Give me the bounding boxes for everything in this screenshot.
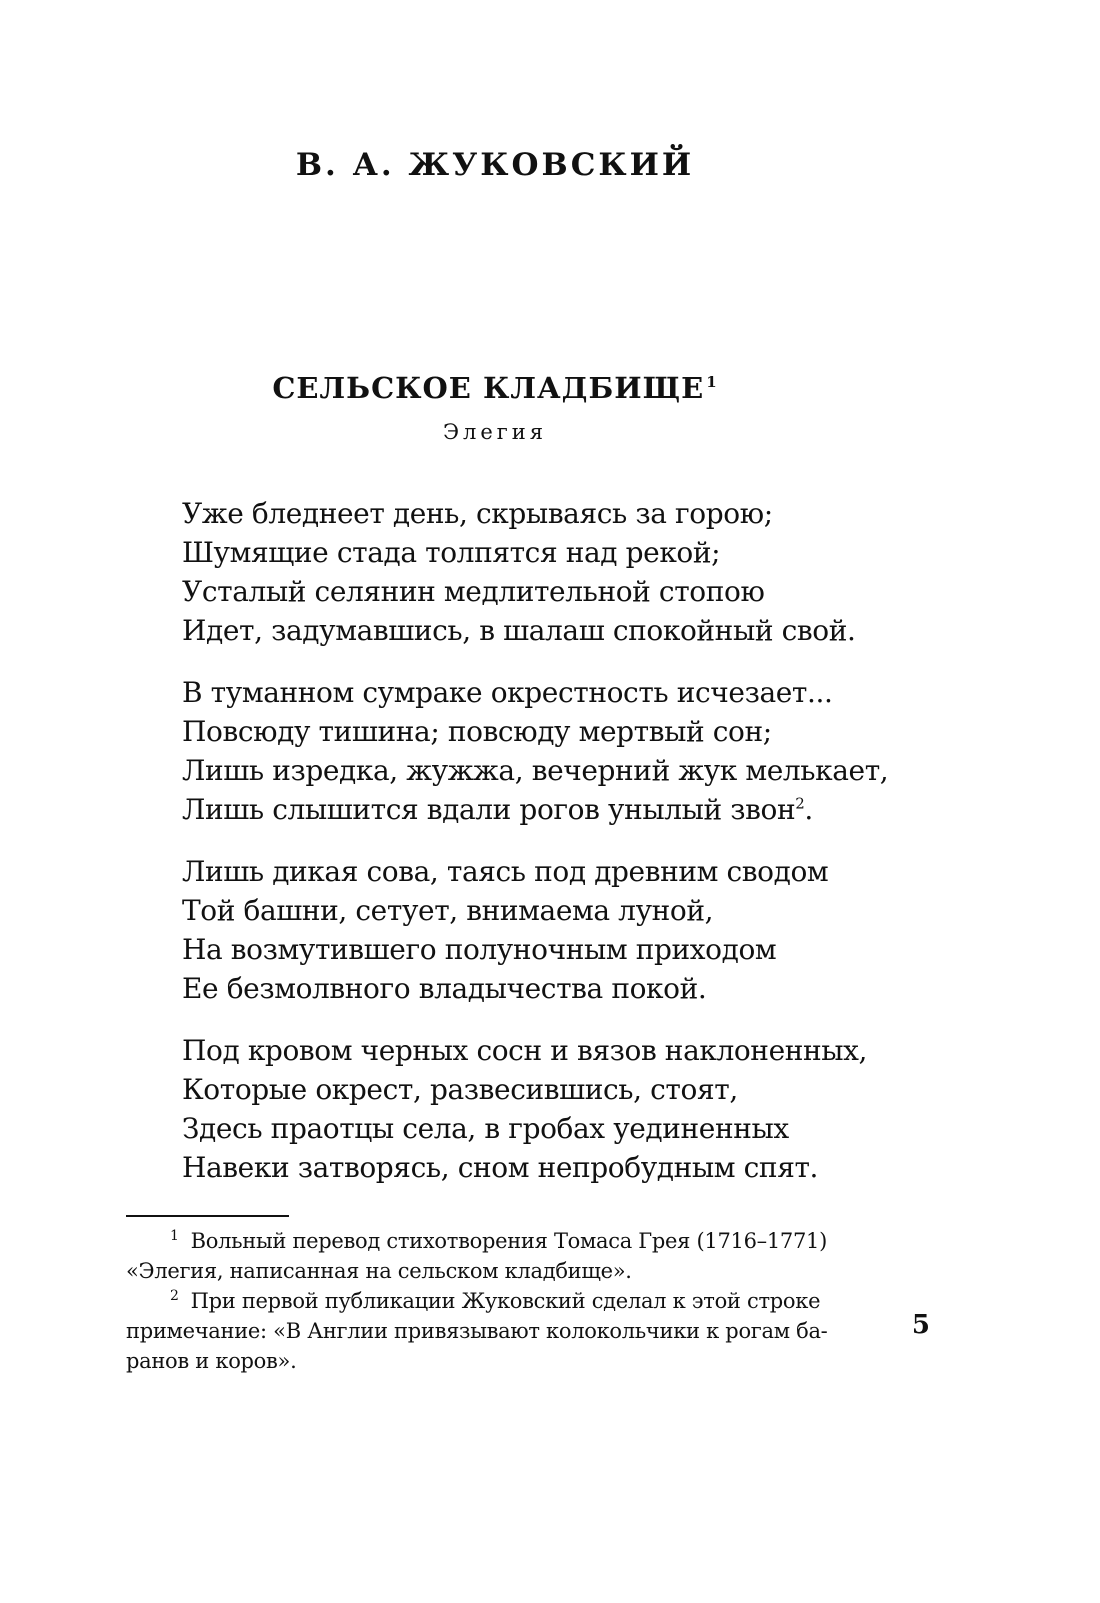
footnote-ref-2[interactable]: 2 <box>795 794 805 813</box>
verse-line: Ее безмолвного владычества покой. <box>182 972 707 1005</box>
verse-line: Повсюду тишина; повсюду мертвый сон; <box>182 715 772 748</box>
verse-line-text: Лишь слышится вдали рогов унылый звон <box>182 793 796 826</box>
verse-line: Идет, задумавшись, в шалаш спокойный свой. <box>182 614 856 647</box>
footnote-number: 2 <box>170 1288 179 1304</box>
verse-line: Лишь изредка, жужжа, вечерний жук мелькает, <box>182 754 889 787</box>
footnote-text: Вольный перевод стихотворения Томаса Грея (1716–1771) <box>190 1229 827 1253</box>
footnote-2 <box>126 1286 874 1376</box>
stanza-1 <box>182 494 942 650</box>
poem-subtitle: Элегия <box>442 420 548 444</box>
page-number: 5 <box>911 1310 930 1340</box>
verse-line: Шумящие стада толпятся над рекой; <box>182 536 721 569</box>
verse-line: Навеки затворясь, сном непробудным спят. <box>182 1151 819 1184</box>
poem-title-text: СЕЛЬСКОЕ КЛАДБИЩЕ <box>272 371 705 405</box>
footnote-line <box>126 1226 874 1256</box>
verse-line: Здесь праотцы села, в гробах уединенных <box>182 1112 789 1145</box>
footnote-line: «Элегия, написанная на сельском кладбище». <box>126 1259 632 1283</box>
verse-line: Лишь дикая сова, таясь под древним сводом <box>182 855 829 888</box>
footnote-ref-1[interactable]: 1 <box>706 373 718 392</box>
verse-line-with-footnote <box>182 790 942 829</box>
author-name: В. А. ЖУКОВСКИЙ <box>295 147 695 183</box>
verse-line: Той башни, сетует, внимаема луной, <box>182 894 714 927</box>
verse-line: В туманном сумраке окрестность исчезает... <box>182 676 833 709</box>
footnote-line: примечание: «В Англии привязывают колокольчики к рогам ба- <box>126 1319 828 1343</box>
poem-title <box>0 371 990 405</box>
footnotes <box>126 1226 874 1376</box>
stanza-3 <box>182 852 942 1008</box>
poem-body <box>182 494 942 1210</box>
stanza-4 <box>182 1031 942 1187</box>
verse-line-suffix: . <box>804 793 813 826</box>
verse-line: На возмутившего полуночным приходом <box>182 933 777 966</box>
footnote-text: При первой публикации Жуковский сделал к этой строке <box>190 1289 821 1313</box>
verse-line: Усталый селянин медлительной стопою <box>182 575 765 608</box>
footnote-divider <box>126 1215 289 1217</box>
footnote-line <box>126 1286 874 1316</box>
verse-line: Под кровом черных сосн и вязов наклоненных, <box>182 1034 868 1067</box>
stanza-2 <box>182 673 942 829</box>
footnote-1 <box>126 1226 874 1286</box>
verse-line: Уже бледнеет день, скрываясь за горою; <box>182 497 773 530</box>
footnote-number: 1 <box>170 1228 179 1244</box>
verse-line: Которые окрест, развесившись, стоят, <box>182 1073 738 1106</box>
footnote-line: ранов и коров». <box>126 1349 297 1373</box>
